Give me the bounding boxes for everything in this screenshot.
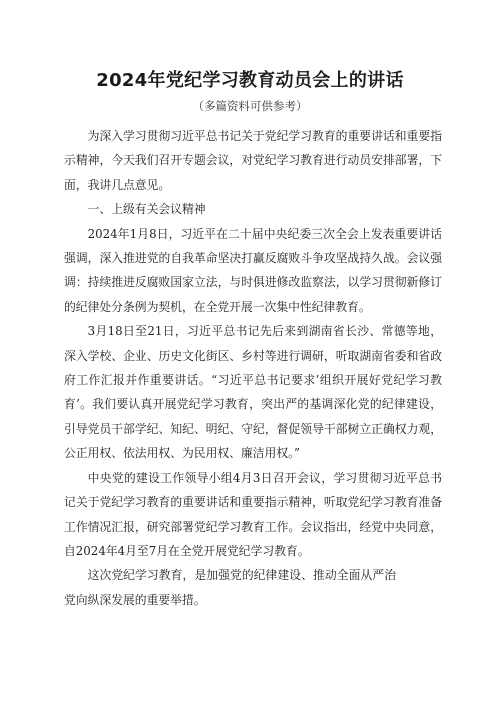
section-heading: 一、上级有关会议精神 — [87, 202, 206, 217]
paragraph-intro: 为深入学习贯彻习近平总书记关于党纪学习教育的重要讲话和重要指示精神，今天我们召开专题会议，对党纪学习教育进行动员安排部署，下面，我讲几点意见。 — [64, 129, 442, 192]
paragraph-january-meeting: 2024年1月8日，习近平在二十届中央纪委三次全会上发表重要讲话强调，深入推进党的自我革命坚决打赢反腐败斗争攻坚战持久战。会议强调：持续推进反腐败国家立法，与时俱进修改监察法，以学习贯彻新修订的纪律处分条例为契机，在全党开展一次集中性纪律教育。 — [64, 226, 442, 314]
document-title: 2024年党纪学习教育动员会上的讲话 — [96, 70, 404, 91]
document-subtitle: （多篇资料可供参考） — [192, 99, 308, 113]
paragraph-closing: 这次党纪学习教育，是加强党的纪律建设、推动全面从严治党向纵深发展的重要举措。 — [64, 568, 396, 607]
paragraph-hunan-inspection: 3月18日至21日，习近平总书记先后来到湖南省长沙、常德等地，深入学校、企业、历史文化街区、乡村等进行调研，听取湖南省委和省政府工作汇报并作重要讲话。“习近平总书记要求’组织开展好党纪学习教育’。我们要认真开展党纪学习教育，突出严的基调深化党的纪律建设，引导党员干部学纪、知纪、明纪、守纪，督促领导干部树立正确权力观，公正用权、依法用权、为民用权、廉洁用权。” — [64, 324, 442, 461]
document-body — [64, 124, 442, 612]
paragraph-leading-group-meeting: 中央党的建设工作领导小组4月3日召开会议，学习贯彻习近平总书记关于党纪学习教育的重要讲话和重要指示精神，听取党纪学习教育准备工作情况汇报，研究部署党纪学习教育工作。会议指出，经党中央同意，自2024年4月至7月在全党开展党纪学习教育。 — [64, 470, 442, 558]
